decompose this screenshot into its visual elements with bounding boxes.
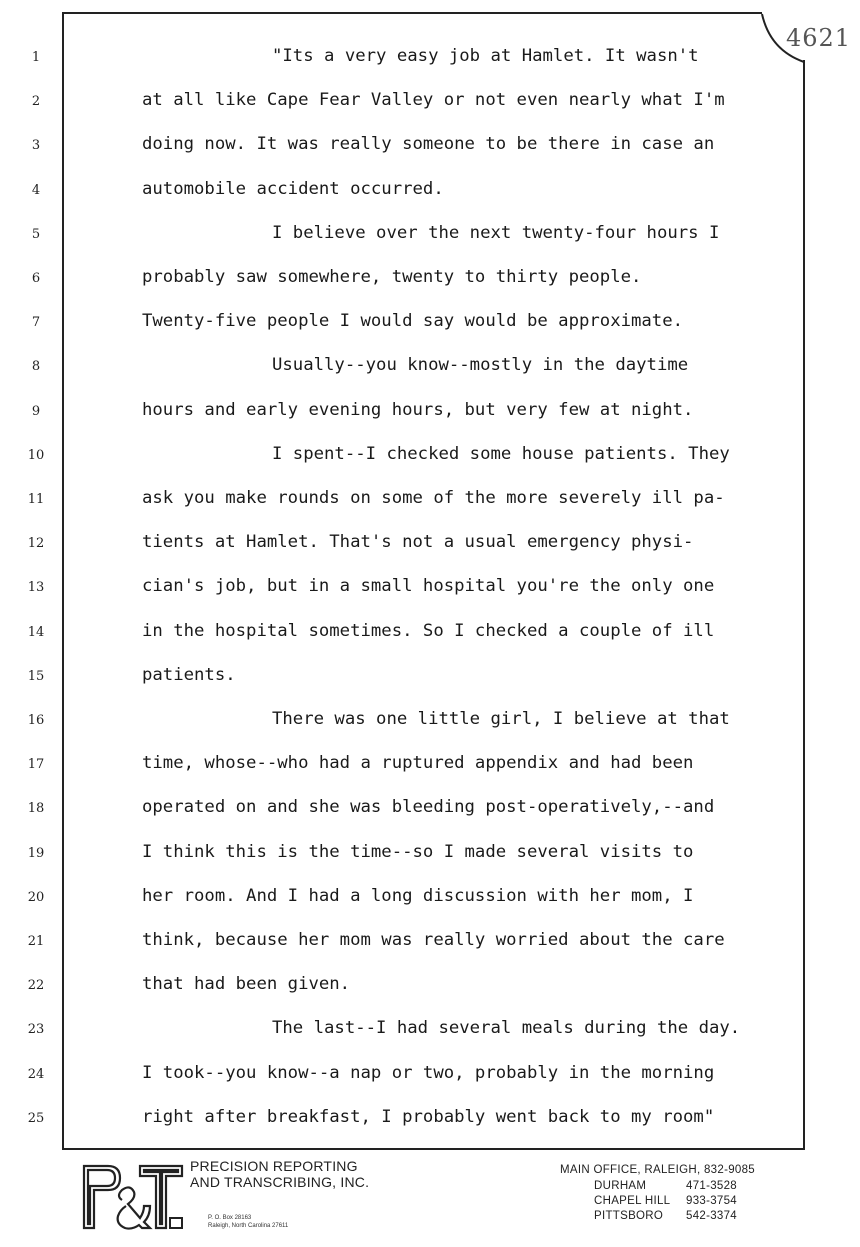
line-number: 22 [27,978,45,994]
transcript-line: think, because her mom was really worried about the care [142,930,725,950]
company-name [190,1158,369,1190]
line-number: 13 [27,580,45,596]
address-line-2: Raleigh, North Carolina 27611 [208,1223,289,1229]
transcript-line: at all like Cape Fear Valley or not even nearly what I'm [142,90,725,111]
office-city: DURHAM [594,1180,647,1192]
office-row [594,1194,755,1209]
line-number: 11 [27,492,45,507]
transcript-line: cian's job, but in a small hospital you're the only one [142,576,715,597]
top-border [62,12,762,14]
transcript-line: that had been given. [142,974,351,995]
transcript-line: in the hospital sometimes. So I checked a couple of ill [142,620,715,641]
transcript-line: hours and early evening hours, but very few at night. [142,399,694,420]
right-margin-rule [803,60,805,1150]
line-number: 3 [31,138,41,154]
transcript-line: operated on and she was bleeding post-operatively,--and [142,797,715,818]
transcript-line: automobile accident occurred. [142,178,444,199]
transcript-line: time, whose--who had a ruptured appendix and had been [142,753,694,774]
line-number: 21 [27,934,45,949]
line-number: 10 [27,447,45,463]
company-line-1: PRECISION REPORTING [190,1158,358,1174]
transcript-line: right after breakfast, I probably went back to my room" [142,1106,715,1127]
transcript-line: Twenty-five people I would say would be approximate. [142,311,684,332]
office-list [560,1164,755,1224]
line-number: 5 [31,226,41,242]
line-number: 24 [27,1066,45,1082]
transcript-line: I think this is the time--so I made several visits to [142,841,694,862]
office-phone: 471-3528 [686,1180,737,1192]
line-number: 7 [31,315,41,331]
office-row [594,1179,755,1194]
office-phone: 933-3754 [686,1195,737,1207]
line-number: 18 [27,801,45,817]
office-city: PITTSBORO [594,1210,664,1222]
line-number: 16 [27,713,45,728]
line-number: 25 [27,1110,45,1126]
office-city: CHAPEL HILL [594,1195,671,1207]
line-number: 9 [31,403,41,419]
address-line-1: P. O. Box 28163 [208,1215,252,1221]
transcript-line: I took--you know--a nap or two, probably in the morning [142,1062,715,1083]
line-number: 1 [31,50,41,65]
transcript-line: tients at Hamlet. That's not a usual emergency physi- [142,532,694,553]
logo-text: P&T [78,1160,80,1161]
company-address [208,1214,288,1230]
line-number: 14 [27,624,45,640]
line-number: 20 [27,889,45,905]
line-number: 17 [27,757,45,773]
transcript-line: I believe over the next twenty-four hours I [272,222,720,243]
transcript-line: There was one little girl, I believe at that [272,709,730,729]
transcript-line: ask you make rounds on some of the more severely ill pa- [142,488,725,508]
line-number: 6 [31,271,41,286]
line-number: 4 [31,182,41,198]
transcript-line: probably saw somewhere, twenty to thirty people. [142,267,642,287]
transcript-line: I spent--I checked some house patients. They [272,443,730,464]
main-office: MAIN OFFICE, RALEIGH, 832-9085 [560,1164,755,1176]
transcript-line: patients. [142,664,236,685]
left-margin-rule [62,12,64,1150]
line-number: 12 [27,536,45,552]
transcript-line: Usually--you know--mostly in the daytime [272,355,689,376]
line-number: 23 [27,1022,45,1038]
line-number: 15 [27,668,45,684]
transcript-line: her room. And I had a long discussion with her mom, I [142,885,694,906]
office-row [594,1209,755,1224]
company-logo [78,1160,188,1236]
company-line-2: AND TRANSCRIBING, INC. [190,1174,370,1190]
transcript-line: The last--I had several meals during the day. [272,1018,741,1039]
page-number: 4621 [786,24,852,52]
bottom-border [62,1148,805,1150]
transcript-line: doing now. It was really someone to be there in case an [142,134,715,155]
line-number: 8 [31,359,41,375]
transcript-line: "Its a very easy job at Hamlet. It wasn't [272,46,699,66]
line-number: 2 [31,94,41,110]
line-number: 19 [27,845,45,861]
office-phone: 542-3374 [686,1210,737,1222]
